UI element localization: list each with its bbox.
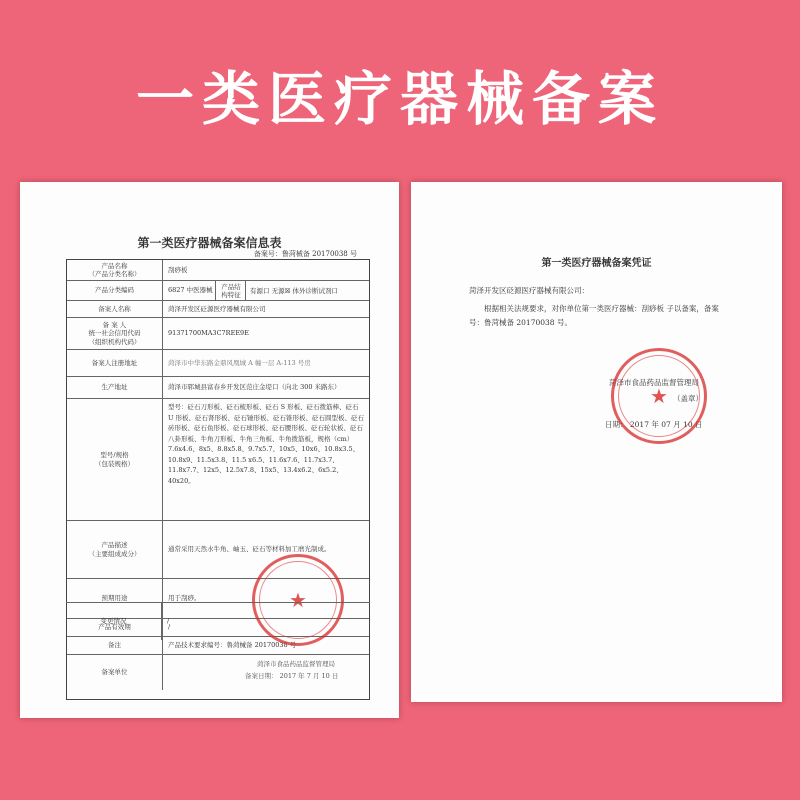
- value-description: 通常采用天然水牛角、岫玉、砭石等材料加工磨光制成。: [168, 545, 331, 554]
- row-category-code: [67, 280, 369, 300]
- label-registrant: 备案人名称: [67, 301, 163, 317]
- value-intended-use: 用于刮痧。: [168, 594, 201, 603]
- value-product-name: 刮痧板: [168, 265, 188, 274]
- label-category-code: 产品分类编码: [67, 281, 163, 300]
- label-filing-unit: 备案单位: [67, 655, 163, 690]
- certificate-date: 日期： 2017 年 07 月 10 日: [605, 420, 703, 429]
- value-category-code: 6827 中医器械: [168, 286, 213, 295]
- label-remarks: 备注: [67, 637, 163, 654]
- value-validity: /: [168, 623, 171, 632]
- certificate-issuer: 菏泽市食品药品监督管理局: [609, 378, 699, 387]
- filing-date: 备案日期： 2017 年 7 月 10 日: [245, 672, 339, 680]
- value-address: 菏泽市中华东路金鼎风凰城 A 幢一层 A-113 号房: [168, 358, 311, 367]
- label-description: 产品描述 （主要组成成分）: [67, 521, 163, 578]
- seal-star-icon: ★: [289, 588, 307, 612]
- value-changes: /: [167, 617, 170, 626]
- label-credit-code: 备 案 人 统一社会信用代码 （组织机构代码）: [67, 318, 163, 349]
- value-credit-code: 91371700MA3C7REE9E: [168, 329, 249, 338]
- value-model: 型号：砭石刀形板、砭石梳形板、砭石 S 形板、砭石拨筋棒、砭石 U 形板、砭石肾形板、砭石锤形板、砭石锥形板、砭石圆型板、砭石砖形板、砭石鱼形板、砭石球形板、砭石腰形板、砭石轮状板、砭石八卦形板、牛角刀形板、牛角三角板、牛角拨筋板，规格（cm）7.6x4.6、8x5、8.8x5.8、9.7x5.7、10x5、10x6、10.8x3.5、10.8x9、11.5x3.8、11.5 x6.5、11.6x7.6、11.7x3.7、11.8x7.7、12x5、12.5x7.8、15x5、13.4x6.2、6x5.2、40x20。: [168, 403, 365, 485]
- certificate-title: 第一类医疗器械备案凭证: [541, 258, 652, 269]
- value-registrant: 菏泽开发区砭源医疗器械有限公司: [168, 304, 266, 313]
- label-intended-use: 预期用途: [67, 579, 163, 618]
- row-credit-code: [67, 317, 369, 349]
- value-production-address: 菏泽市郓城县富春乡开发区范庄金堤口（向北 300 米路东）: [168, 383, 341, 392]
- label-structure: 产品结 构特征: [215, 281, 246, 300]
- row-product-name: [67, 260, 369, 280]
- value-structure: 有源口 无源☒ 体外诊断试剂口: [245, 281, 369, 300]
- certificate-seal-star-icon: ★: [650, 384, 668, 408]
- label-address: 备案人注册地址: [67, 350, 163, 376]
- row-address: [67, 349, 369, 376]
- record-number: 备案号：鲁菏械备 20170038 号: [253, 250, 357, 258]
- banner-title: 一类医疗器械备案: [135, 65, 664, 133]
- label-product-name: 产品名称 （产品分类名称）: [67, 260, 163, 280]
- certificate-recipient: 菏泽开发区砭源医疗器械有限公司：: [469, 286, 589, 295]
- value-remarks: 产品技术要求编号：鲁菏械备 20170038 号: [168, 641, 297, 650]
- certificate-seal: [611, 348, 707, 444]
- filing-certificate: [411, 182, 782, 702]
- row-registrant: [67, 300, 369, 317]
- row-production-address: [67, 376, 369, 398]
- sheet-title: 第一类医疗器械备案信息表: [137, 236, 282, 250]
- certificate-seal-label: （盖章）: [673, 394, 703, 403]
- row-changes: [66, 602, 370, 640]
- label-production-address: 生产地址: [67, 377, 163, 398]
- row-model: [67, 398, 369, 520]
- row-filing-unit: [67, 654, 369, 690]
- label-changes: 变更情况: [66, 603, 162, 640]
- filing-unit-authority: 菏泽市食品药品监督管理局: [257, 660, 335, 668]
- label-model: 型号/规格 （包装规格）: [67, 399, 163, 520]
- label-validity: 产品有效期: [67, 619, 163, 636]
- certificate-body: 根据相关法规要求，对你单位第一类医疗器械：刮痧板 子以备案，备案号：鲁菏械备 20170038 号。: [469, 304, 719, 327]
